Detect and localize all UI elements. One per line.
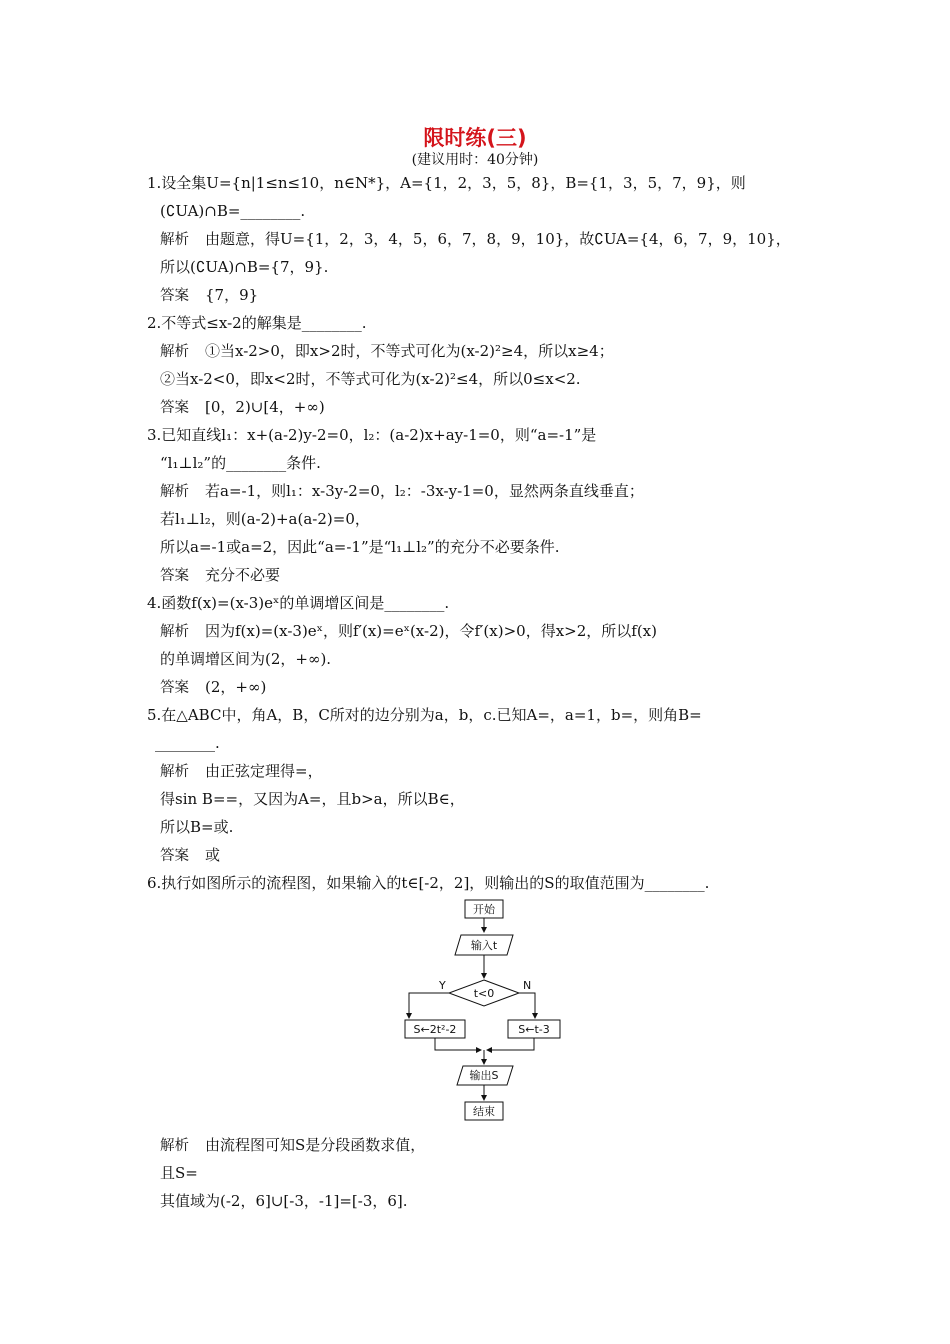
q3-analysis-line3: 所以a=-1或a=2，因此“a=-1”是“l₁⊥l₂”的充分不必要条件. <box>160 538 560 556</box>
answer-label: 答案 <box>160 568 189 584</box>
q2-stem-line1: 2.不等式≤x-2的解集是________. <box>147 314 367 332</box>
q3-analysis-text1: 若a=-1，则l₁：x-3y-2=0，l₂：-3x-y-1=0，显然两条直线垂直； <box>205 482 644 500</box>
flow-yes-label: Y <box>439 979 446 992</box>
answer-label: 答案 <box>160 848 189 864</box>
q5-answer <box>160 846 220 865</box>
q5-stem-line2: ________. <box>155 734 220 752</box>
flow-output-label: 输出S <box>469 1069 499 1082</box>
q1-stem-line1: 1.设全集U={n|1≤n≤10，n∈N*}，A={1，2，3，5，8}，B={1，3，5，7，9}，则 <box>147 174 746 192</box>
q3-stem-line2: “l₁⊥l₂”的________条件. <box>160 454 321 472</box>
q6-stem-line1: 6.执行如图所示的流程图，如果输入的t∈[-2，2]，则输出的S的取值范围为________. <box>147 874 710 892</box>
flow-end-label: 结束 <box>473 1105 495 1118</box>
q1-analysis-line2: 所以(∁UA)∩B={7，9}. <box>160 258 329 276</box>
q4-analysis-line1 <box>160 622 657 641</box>
analysis-label: 解析 <box>160 1138 189 1154</box>
q5-analysis-line1 <box>160 762 323 781</box>
flowchart <box>395 890 575 1130</box>
flow-arrow <box>409 993 449 1018</box>
q1-stem-line2: (∁UA)∩B=________. <box>160 202 306 220</box>
answer-label: 答案 <box>160 288 189 304</box>
q4-analysis-text1: 因为f(x)=(x-3)eˣ，则f′(x)=eˣ(x-2)，令f′(x)>0，得x>2，所以f(x) <box>205 622 657 640</box>
q3-analysis-line1 <box>160 482 644 501</box>
q6-analysis-text1: 由流程图可知S是分段函数求值， <box>205 1136 426 1154</box>
q1-analysis-line1 <box>160 230 791 249</box>
q5-stem-line1: 5.在△ABC中，角A，B，C所对的边分别为a，b，c.已知A=，a=1，b=，则角B= <box>147 706 702 724</box>
q2-answer <box>160 398 325 417</box>
q5-answer-text: 或 <box>205 846 221 864</box>
flow-input-label: 输入t <box>470 939 498 952</box>
analysis-label: 解析 <box>160 344 189 360</box>
q5-analysis-line2: 得sin B==，又因为A=，且b>a，所以B∈， <box>160 790 465 808</box>
q1-answer <box>160 286 258 305</box>
flow-arrow <box>487 1038 534 1050</box>
q1-answer-text: {7，9} <box>205 286 259 304</box>
q2-analysis-line2: ②当x-2<0，即x<2时，不等式可化为(x-2)²≤4，所以0≤x<2. <box>160 370 581 388</box>
flow-start-label: 开始 <box>473 903 495 916</box>
analysis-label: 解析 <box>160 764 189 780</box>
q1-analysis-text1: 由题意，得U={1，2，3，4，5，6，7，8，9，10}，故∁UA={4，6，7，9，10}， <box>205 230 791 248</box>
flow-arrow <box>519 993 535 1018</box>
flow-no-label: N <box>523 979 532 992</box>
q3-stem-line1: 3.已知直线l₁：x+(a-2)y-2=0，l₂：(a-2)x+ay-1=0，则“a=-1”是 <box>147 426 597 444</box>
flow-arrow <box>435 1038 481 1050</box>
q2-answer-text: [0，2)∪[4，+∞) <box>205 398 325 416</box>
analysis-label: 解析 <box>160 624 189 640</box>
answer-label: 答案 <box>160 400 189 416</box>
flow-decision-label: t<0 <box>473 987 495 1000</box>
q4-stem-line1: 4.函数f(x)=(x-3)eˣ的单调增区间是________. <box>147 594 450 612</box>
flow-left-process-label: S←2t²-2 <box>413 1023 457 1036</box>
q5-analysis-line3: 所以B=或. <box>160 818 234 836</box>
analysis-label: 解析 <box>160 232 189 248</box>
flow-right-process-label: S←t-3 <box>518 1023 550 1036</box>
answer-label: 答案 <box>160 680 189 696</box>
q4-answer <box>160 678 266 697</box>
q6-analysis-line1 <box>160 1136 425 1155</box>
page-title: 限时练(三) <box>423 126 527 150</box>
q6-analysis-line2: 且S= <box>160 1164 198 1182</box>
q3-answer-text: 充分不必要 <box>205 566 281 584</box>
q5-analysis-text1: 由正弦定理得=， <box>205 762 323 780</box>
q3-analysis-line2: 若l₁⊥l₂，则(a-2)+a(a-2)=0， <box>160 510 370 528</box>
q6-analysis-line3: 其值域为(-2，6]∪[-3，-1]=[-3，6]. <box>160 1192 408 1210</box>
q2-analysis-line1 <box>160 342 614 361</box>
q4-answer-text: (2，+∞) <box>205 678 267 696</box>
q3-answer <box>160 566 280 585</box>
analysis-label: 解析 <box>160 484 189 500</box>
page-subtitle: (建议用时：40分钟) <box>411 152 539 168</box>
q4-analysis-line2: 的单调增区间为(2，+∞). <box>160 650 332 668</box>
q2-analysis-text1: ①当x-2>0，即x>2时，不等式可化为(x-2)²≥4，所以x≥4； <box>205 342 614 360</box>
